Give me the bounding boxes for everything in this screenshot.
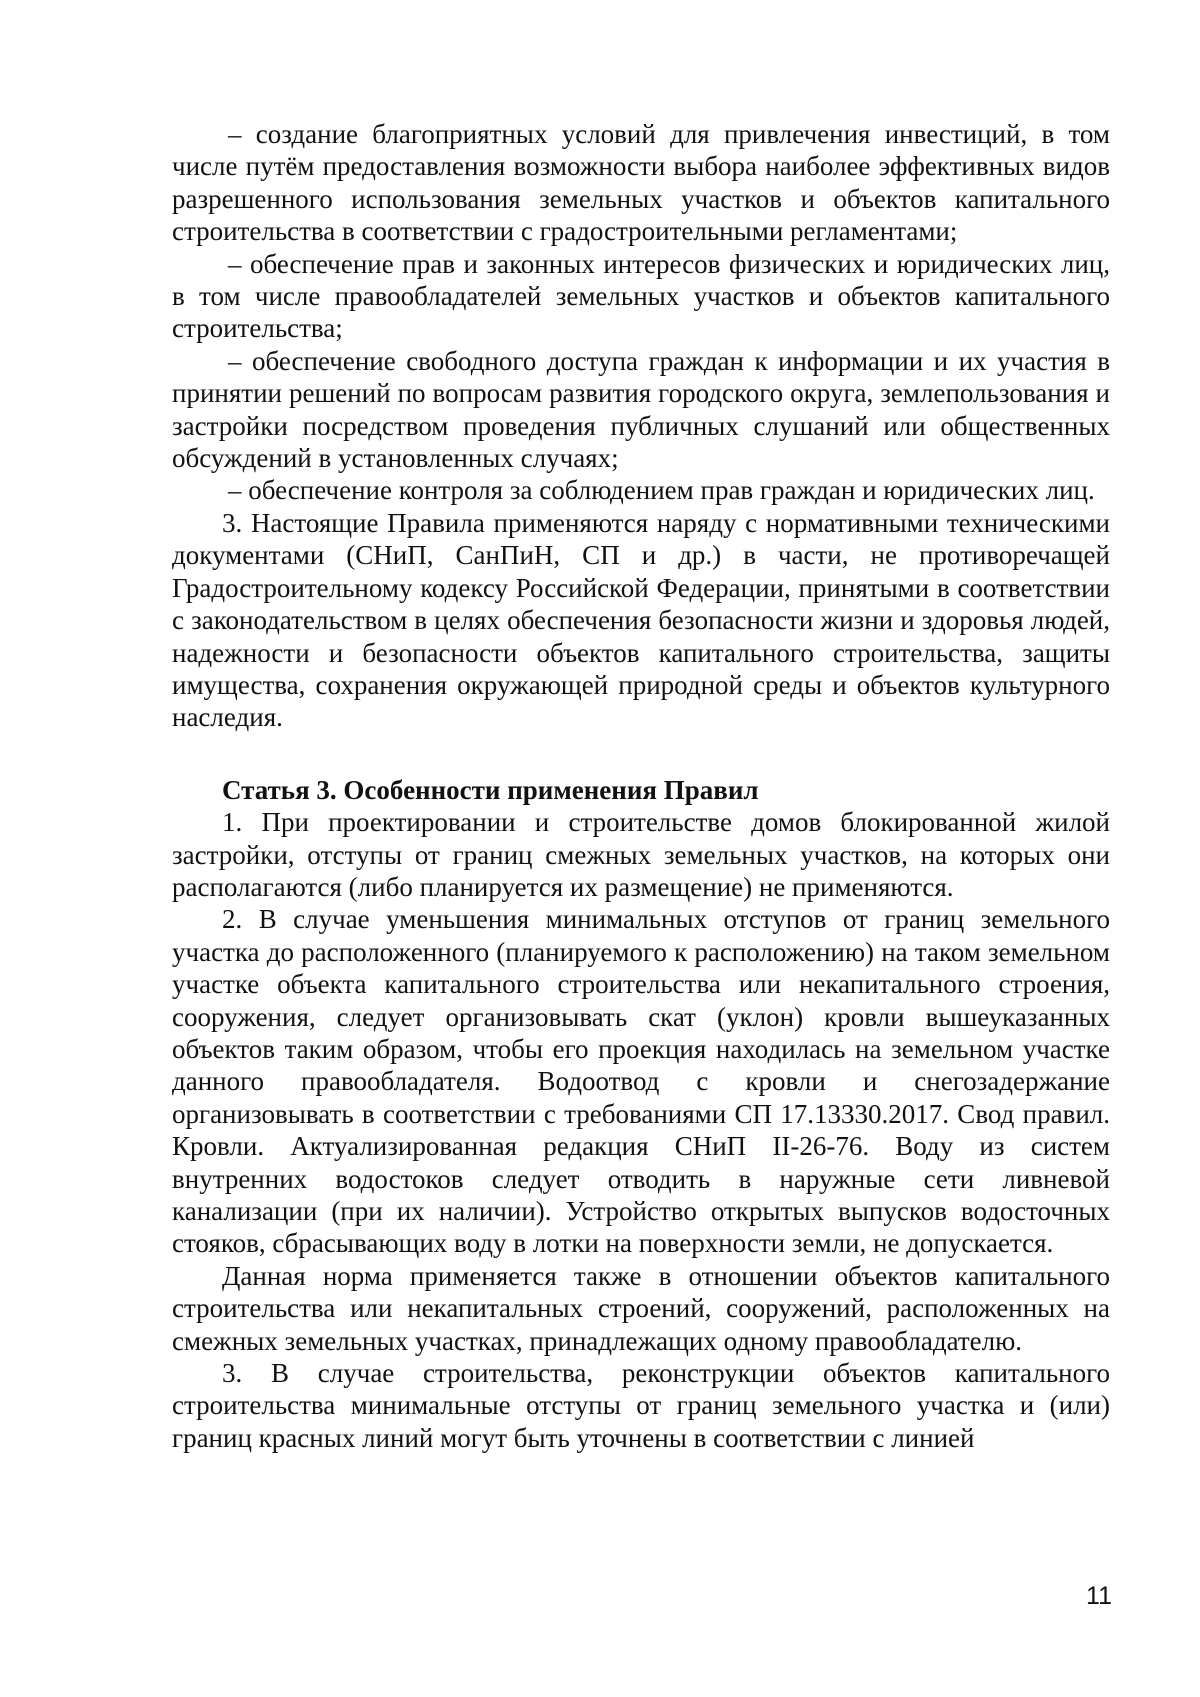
list-item: – обеспечение прав и законных интересов физических и юридических лиц, в том числе правообладателей земельных участков и объектов капитального строительства; [172, 248, 1110, 344]
paragraph-item-3: 3. Настоящие Правила применяются наряду с нормативными техническими документами (СНиП, СанПиН, СП и др.) в части, не противоречащей Градостроительному кодексу Российской Федерации, принятыми в соответствии с законодательством в целях обеспечения безопасности жизни и здоровья людей, надежности и безопасности объектов капитального строительства, защиты имущества, сохранения окружающей природной среды и объектов культурного наследия. [172, 507, 1110, 733]
article-item: 1. При проектировании и строительстве домов блокированной жилой застройки, отступы от границ смежных земельных участков, на которых они располагаются (либо планируется их размещение) не применяются. [172, 807, 1110, 902]
article-item: 3. В случае строительства, реконструкции объектов капитального строительства минимальные отступы от границ земельного участка и (или) границ красных линий могут быть уточнены в соответствии с линией [172, 1358, 1110, 1453]
list-item: – создание благоприятных условий для привлечения инвестиций, в том числе путём предоставления возможности выбора наиболее эффективных видов разрешенного использования земельных участков и объектов капитального строительства в соответствии с градостроительными регламентами; [172, 119, 1110, 247]
article-title: Статья 3. Особенности применения Правил [222, 774, 759, 805]
article-item: Данная норма применяется также в отношении объектов капитального строительства или некапитальных строений, сооружений, расположенных на смежных земельных участках, принадлежащих одному правообладателю. [172, 1260, 1110, 1356]
page-body [172, 118, 1110, 1454]
page-number: 11 [1086, 1582, 1112, 1610]
list-item: – обеспечение свободного доступа граждан к информации и их участия в принятии решений по вопросам развития городского округа, землепользования и застройки посредством проведения публичных слушаний или общественных обсуждений в установленных случаях; [172, 345, 1110, 474]
list-item: – обеспечение контроля за соблюдением прав граждан и юридических лиц. [228, 475, 1095, 506]
article-item: 2. В случае уменьшения минимальных отступов от границ земельного участка до расположенного (планируемого к расположению) на таком земельном участке объекта капитального строительства или некапитального строения, сооружения, следует организовывать скат (уклон) кровли вышеуказанных объектов таким образом, чтобы его проекция находилась на земельном участке данного правообладателя. Водоотвод с кровли и снегозадержание организовывать в соответствии с требованиями СП 17.13330.2017. Свод правил. Кровли. Актуализированная редакция СНиП II-26-76. Воду из систем внутренних водостоков следует отводить в наружные сети ливневой канализации (при их наличии). Устройство открытых выпусков водосточных стояков, сбрасывающих воду в лотки на поверхности земли, не допускается. [172, 904, 1110, 1259]
